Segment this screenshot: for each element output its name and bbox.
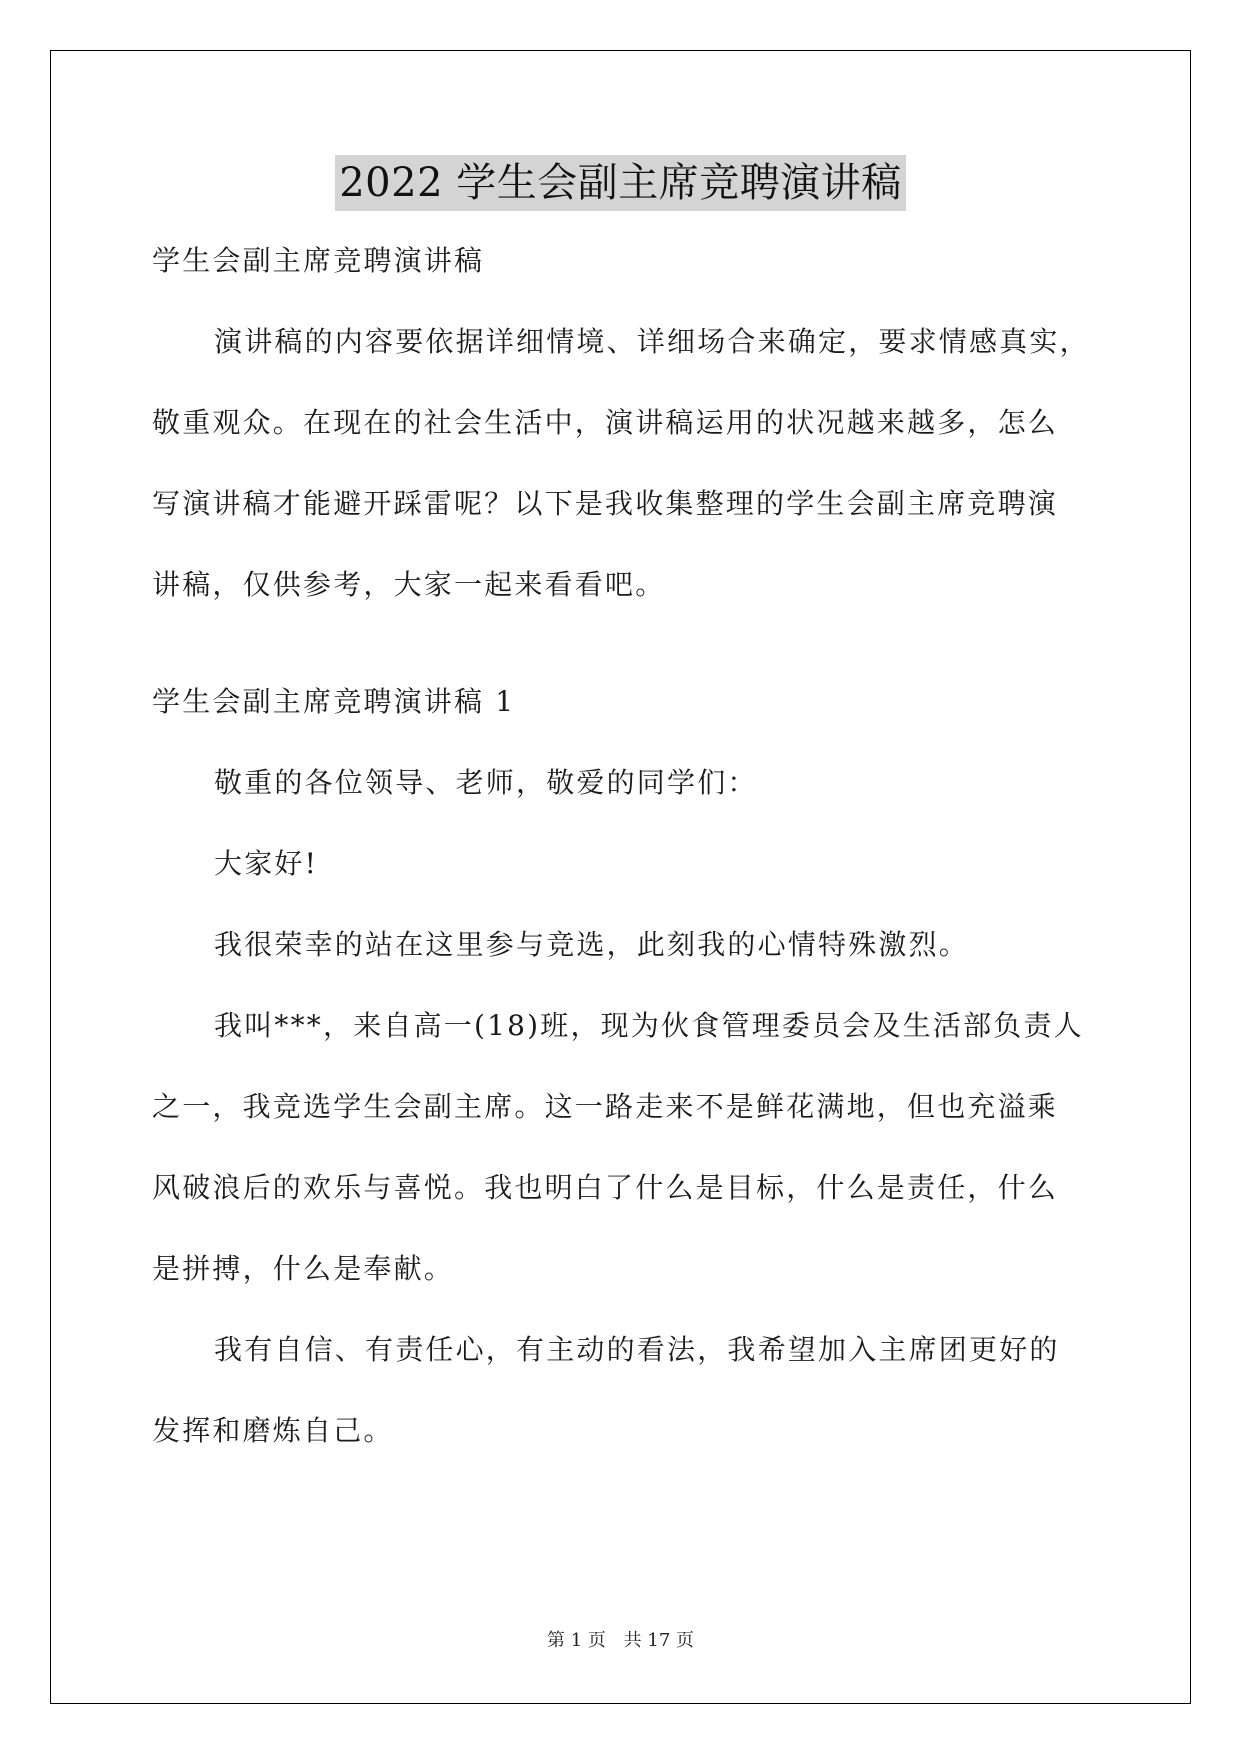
- document-body: [152, 220, 1092, 1471]
- self-intro-paragraph: [152, 985, 1092, 1309]
- intro-line: 敬重观众。在现在的社会生活中，演讲稿运用的状况越来越多，怎么: [152, 406, 1059, 439]
- self-intro-line: 风破浪后的欢乐与喜悦。我也明白了什么是目标，什么是责任，什么: [152, 1171, 1059, 1204]
- intro-line: 写演讲稿才能避开踩雷呢？以下是我收集整理的学生会副主席竞聘演: [152, 487, 1059, 520]
- intro-paragraph: [152, 301, 1092, 625]
- section-heading: 学生会副主席竞聘演讲稿 1: [152, 685, 516, 718]
- greeting: 敬重的各位领导、老师，敬爱的同学们：: [214, 766, 758, 799]
- intro-line: 讲稿，仅供参考，大家一起来看看吧。: [152, 568, 666, 601]
- self-intro-line: 是拼搏，什么是奉献。: [152, 1252, 455, 1285]
- title-container: [0, 155, 1241, 211]
- page-footer: [0, 1626, 1241, 1652]
- subtitle: 学生会副主席竞聘演讲稿: [152, 244, 485, 277]
- confidence-line: 发挥和磨炼自己。: [152, 1414, 394, 1447]
- page-number: 第 1 页: [547, 1630, 606, 1651]
- document-title: 2022 学生会副主席竞聘演讲稿: [335, 155, 906, 211]
- hello-line: 大家好!: [214, 847, 319, 880]
- self-intro-line: 之一，我竞选学生会副主席。这一路走来不是鲜花满地，但也充溢乘: [152, 1090, 1059, 1123]
- self-intro-line: 我叫***，来自高一(18)班，现为伙食管理委员会及生活部负责人: [214, 1009, 1084, 1042]
- honor-paragraph: 我很荣幸的站在这里参与竞选，此刻我的心情特殊激烈。: [214, 928, 970, 961]
- confidence-line: 我有自信、有责任心，有主动的看法，我希望加入主席团更好的: [214, 1333, 1060, 1366]
- spacer: [152, 625, 1092, 661]
- page-total: 共 17 页: [623, 1630, 694, 1651]
- intro-line: 演讲稿的内容要依据详细情境、详细场合来确定，要求情感真实，: [214, 325, 1090, 358]
- confidence-paragraph: [152, 1309, 1092, 1471]
